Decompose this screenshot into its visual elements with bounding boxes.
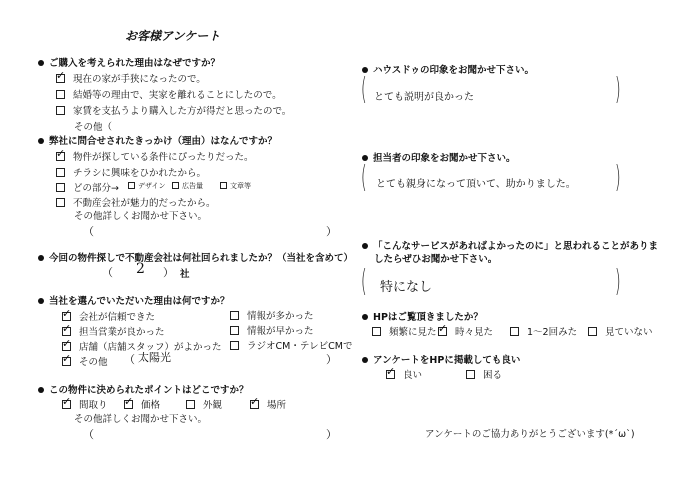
option-marriage[interactable]: 結婚等の理由で、実家を離れることにしたので。 [56, 87, 282, 101]
question-company-count: 今回の物件探しで不動産会社は何社回られましたか？（当社を含めて） [38, 250, 353, 264]
checkbox-icon[interactable] [186, 400, 195, 409]
option-much-info[interactable]: 情報が多かった [230, 308, 314, 322]
checkbox-icon[interactable] [128, 182, 135, 189]
count-paren-open: （ [102, 266, 113, 279]
bullet-icon [38, 298, 44, 304]
question-inquiry-reason: 弊社に問合せされたきっかけ（理由）はなんですか？ [38, 133, 277, 147]
checkbox-icon[interactable] [372, 327, 381, 336]
count-unit: 社 [180, 269, 190, 280]
option-location[interactable]: ✓ 場所 [250, 397, 286, 411]
company-impression-answer[interactable]: とても説明が良かった [374, 92, 474, 103]
part-text[interactable]: 文章等 [220, 181, 251, 191]
bullet-icon [38, 255, 44, 261]
checkbox-icon[interactable] [124, 400, 133, 409]
checkbox-icon[interactable] [56, 152, 65, 161]
checkbox-icon[interactable] [62, 357, 71, 366]
checkbox-icon[interactable] [438, 327, 447, 336]
part-ad-volume[interactable]: 広告量 [172, 181, 203, 191]
impression-paren-open: ( [360, 72, 367, 107]
service-paren-close: ) [614, 264, 621, 299]
checkbox-icon[interactable] [220, 182, 227, 189]
option-attractive-company[interactable]: 不動産会社が魅力的だったから。 [56, 195, 216, 209]
option-exterior[interactable]: 外観 [186, 397, 222, 411]
option-fast-info[interactable]: 情報が早かった [230, 323, 314, 337]
option-which-part[interactable]: どの部分→ [56, 180, 119, 194]
option-radio-tv-cm[interactable]: ラジオCM・テレビCMで [230, 338, 352, 352]
detail2-paren-close: ） [326, 428, 337, 441]
part-design[interactable]: デザイン [128, 181, 166, 191]
option-floor-plan[interactable]: ✓間取り [62, 397, 108, 411]
option-price[interactable]: ✓ 価格 [124, 397, 160, 411]
other-paren-open: （ [124, 353, 135, 366]
checkbox-icon[interactable] [172, 182, 179, 189]
checkbox-icon[interactable] [250, 400, 259, 409]
checkbox-icon[interactable] [56, 90, 65, 99]
checkbox-icon[interactable] [56, 168, 65, 177]
checkbox-icon[interactable] [466, 370, 475, 379]
checkbox-icon[interactable] [230, 311, 239, 320]
option-sometimes[interactable]: ✓ 時々見た [438, 324, 493, 338]
bullet-icon [38, 138, 44, 144]
checkbox-icon[interactable] [62, 342, 71, 351]
option-good-sales-rep[interactable]: ✓担当営業が良かった [62, 324, 165, 338]
option-flyer[interactable]: チラシに興味をひかれたから。 [56, 165, 206, 179]
option-consent-yes[interactable]: ✓良い [386, 367, 422, 381]
option-good-store[interactable]: ✓店舗（店舗スタッフ）がよかった [62, 339, 222, 353]
checkbox-icon[interactable] [62, 312, 71, 321]
option-matching-property[interactable]: ✓物件が探している条件にぴったりだった。 [56, 149, 254, 163]
option-other[interactable]: ✓その他 [62, 354, 108, 368]
impression-paren-close: ) [614, 72, 621, 107]
option-rent-vs-buy[interactable]: 家賃を支払うより購入した方が得だと思ったので。 [56, 103, 291, 117]
question-staff-impression: 担当者の印象をお聞かせ下さい。 [362, 150, 516, 164]
question-wished-service-line2: したらぜひお聞かせ下さい。 [374, 254, 498, 265]
other-paren-close: ） [326, 353, 337, 366]
checkbox-icon[interactable] [56, 74, 65, 83]
wished-service-answer[interactable]: 特になし [380, 280, 433, 295]
detail-paren-close: ） [326, 225, 337, 238]
other-answer[interactable]: 太陽光 [138, 351, 171, 364]
detail-paren-open: （ [83, 225, 94, 238]
thanks-message: アンケートのご協力ありがとうございます(*´ω`) [425, 429, 635, 440]
bullet-icon [362, 243, 368, 249]
option-cramped-house[interactable]: ✓現在の家が手狭になったので。 [56, 71, 206, 85]
question-why-chose-us: 当社を選んでいただいた理由は何ですか？ [38, 293, 230, 307]
staff-paren-close: ) [614, 160, 621, 195]
checkbox-icon[interactable] [386, 370, 395, 379]
count-answer[interactable]: 2 [136, 261, 145, 277]
detail-prompt: その他詳しくお聞かせ下さい。 [74, 211, 208, 222]
option-consent-no[interactable]: 困る [466, 367, 502, 381]
question-publish-consent: アンケートをHPに掲載しても良い [362, 352, 520, 366]
staff-paren-open: ( [360, 160, 367, 195]
checkbox-icon[interactable] [56, 183, 65, 192]
option-not-viewed[interactable]: 見ていない [588, 324, 653, 338]
option-other-label: その他（ [74, 122, 113, 133]
option-once-twice[interactable]: 1～2回みた [510, 324, 577, 338]
option-trustworthy[interactable]: ✓会社が信頼できた [62, 309, 155, 323]
form-title: お客様アンケート [125, 29, 221, 43]
question-deciding-point: この物件に決められたポイントはどこですか？ [38, 382, 249, 396]
question-company-impression: ハウスドゥの印象をお聞かせ下さい。 [362, 62, 534, 76]
checkbox-icon[interactable] [510, 327, 519, 336]
question-purchase-reason: ご購入を考えられた理由はなぜですか？ [38, 55, 220, 69]
question-hp-viewed: HPはご覧頂きましたか？ [362, 309, 483, 323]
checkbox-icon[interactable] [588, 327, 597, 336]
bullet-icon [38, 60, 44, 66]
service-paren-open: ( [360, 264, 367, 299]
detail-prompt-2: その他詳しくお聞かせ下さい。 [74, 414, 208, 425]
count-paren-close: ） [163, 266, 174, 279]
checkbox-icon[interactable] [230, 341, 239, 350]
checkbox-icon[interactable] [62, 327, 71, 336]
staff-impression-answer[interactable]: とても親身になって頂いて、助かりました。 [376, 179, 576, 190]
checkbox-icon[interactable] [230, 326, 239, 335]
bullet-icon [362, 314, 368, 320]
question-wished-service: 「こんなサービスがあればよかったのに」と思われることがありま [362, 238, 658, 252]
checkbox-icon[interactable] [56, 198, 65, 207]
checkbox-icon[interactable] [62, 400, 71, 409]
bullet-icon [38, 387, 44, 393]
bullet-icon [362, 357, 368, 363]
checkbox-icon[interactable] [56, 106, 65, 115]
detail2-paren-open: （ [83, 428, 94, 441]
option-often[interactable]: 頻繁に見た [372, 324, 437, 338]
